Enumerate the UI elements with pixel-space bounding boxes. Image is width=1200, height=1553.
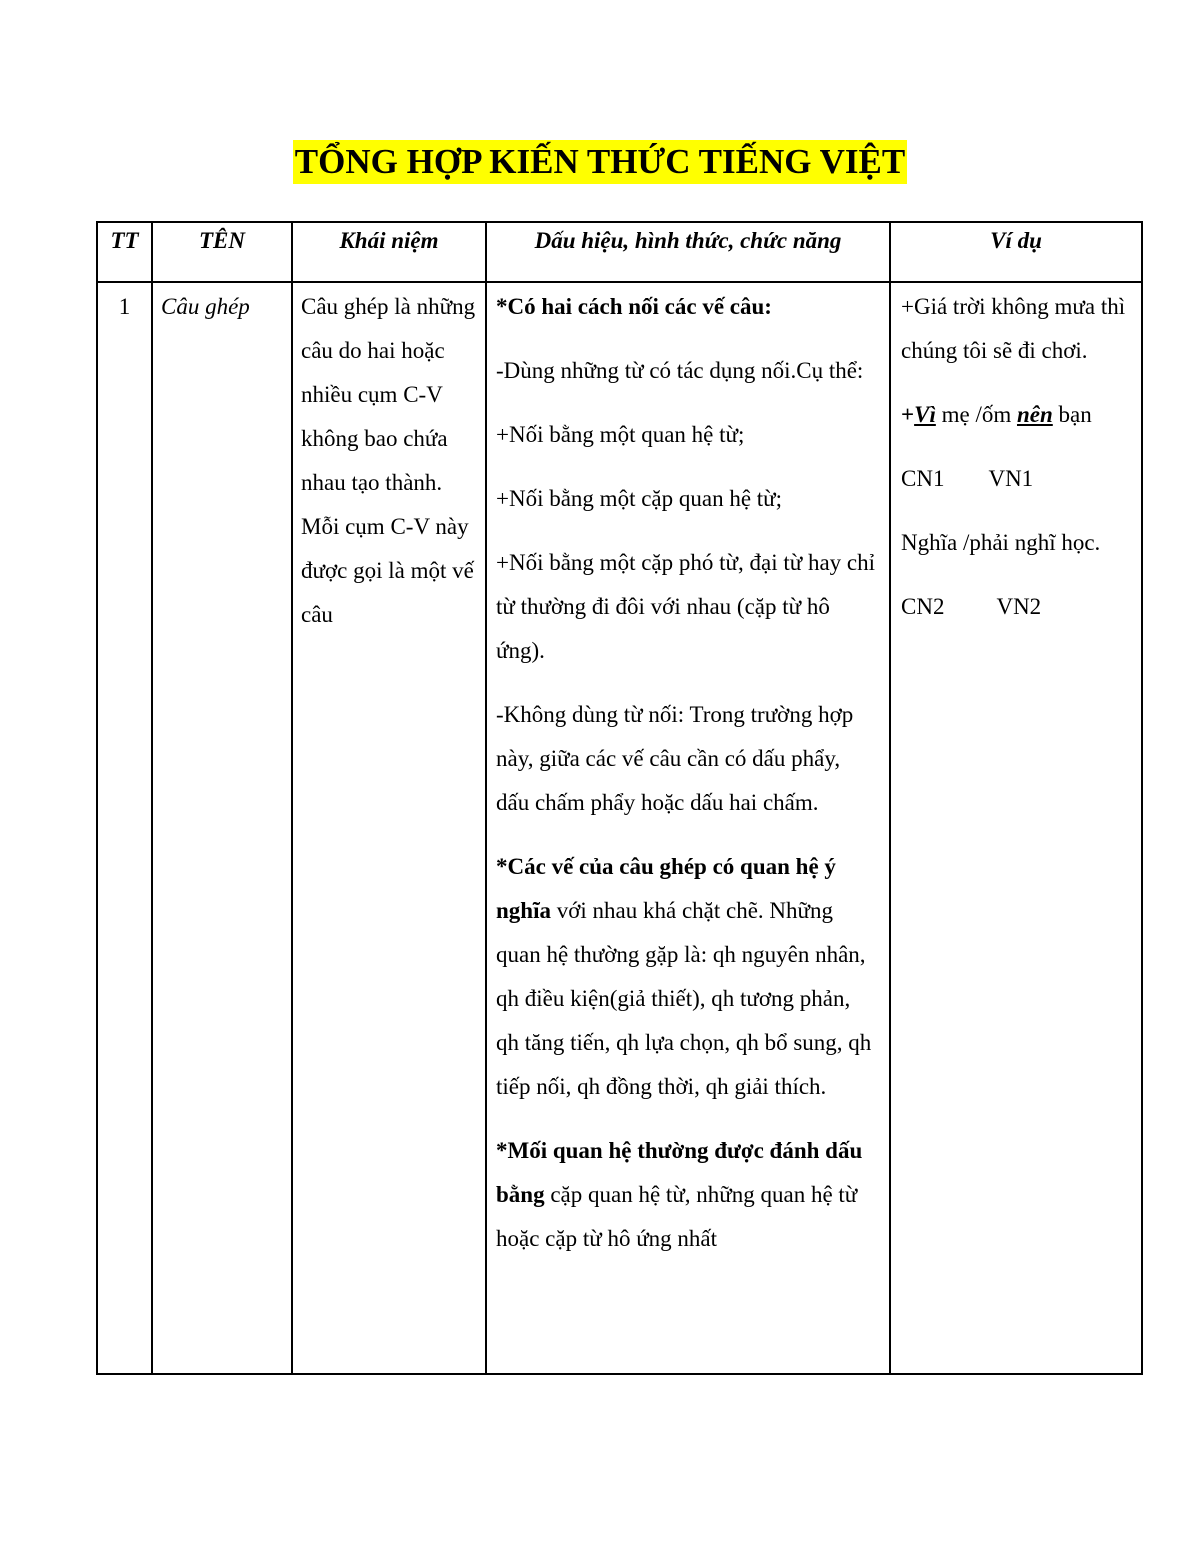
page-title: TỔNG HỢP KIẾN THỨC TIẾNG VIỆT xyxy=(293,140,907,184)
vi-du-p2-a: mẹ /ốm xyxy=(935,402,1017,427)
title-wrap xyxy=(0,140,1200,184)
dau-hieu-p1: *Có hai cách nối các vế câu: xyxy=(496,294,772,319)
dau-hieu-p6: -Không dùng từ nối: Trong trường hợp này, giữa các vế câu cần có dấu phẩy, dấu chấm phẩy hoặc dấu hai chấm. xyxy=(496,702,854,815)
dau-hieu-p7 xyxy=(496,845,877,1109)
dau-hieu-p8-bold: *Mối quan hệ thường được đánh dấu bằng xyxy=(496,1138,863,1207)
dau-hieu-p8-rest: cặp quan hệ từ, những quan hệ từ hoặc cặp từ hô ứng nhất xyxy=(496,1182,858,1251)
vi-du-plus: + xyxy=(901,402,915,427)
dau-hieu-p8 xyxy=(496,1129,877,1261)
cell-dau-hieu xyxy=(486,282,890,1374)
vi-du-vn1: VN1 xyxy=(988,466,1034,491)
vi-du-p2 xyxy=(901,393,1133,437)
vi-du-p2-b: bạn xyxy=(1052,402,1092,427)
dau-hieu-p4: +Nối bằng một cặp quan hệ từ; xyxy=(496,486,783,511)
vi-du-cn2-line xyxy=(901,585,1133,629)
knowledge-table xyxy=(96,221,1143,1375)
vi-du-nen: nên xyxy=(1016,402,1053,427)
dau-hieu-p3: +Nối bằng một quan hệ từ; xyxy=(496,422,745,447)
dau-hieu-p2: -Dùng những từ có tác dụng nối.Cụ thể: xyxy=(496,358,864,383)
dau-hieu-p5: +Nối bằng một cặp phó từ, đại từ hay chỉ từ thường đi đôi với nhau (cặp từ hô ứng). xyxy=(496,550,875,663)
vi-du-cn1: CN1 xyxy=(901,466,945,491)
vi-du-vn2: VN2 xyxy=(996,594,1042,619)
header-dau-hieu: Dấu hiệu, hình thức, chức năng xyxy=(486,222,890,282)
header-ten: TÊN xyxy=(152,222,292,282)
cell-ten: Câu ghép xyxy=(152,282,292,1374)
cell-khai-niem: Câu ghép là những câu do hai hoặc nhiều cụm C-V không bao chứa nhau tạo thành. Mỗi cụm C-V này được gọi là một vế câu xyxy=(292,282,486,1374)
header-khai-niem: Khái niệm xyxy=(292,222,486,282)
header-tt: TT xyxy=(97,222,152,282)
dau-hieu-p7-rest: với nhau khá chặt chẽ. Những quan hệ thường gặp là: qh nguyên nhân, qh điều kiện(giả thiết), qh tương phản, qh tăng tiến, qh lựa chọn, qh bổ sung, qh tiếp nối, qh đồng thời, qh giải thích. xyxy=(496,898,872,1099)
vi-du-cn1-line xyxy=(901,457,1133,501)
dau-hieu-p7-bold: *Các vế của câu ghép có quan hệ ý nghĩa xyxy=(496,854,836,923)
table-header-row xyxy=(97,222,1142,282)
cell-vi-du xyxy=(890,282,1142,1374)
vi-du-vi: Vì xyxy=(914,402,936,427)
cell-tt: 1 xyxy=(97,282,152,1374)
header-vi-du: Ví dụ xyxy=(890,222,1142,282)
vi-du-p3: Nghĩa /phải nghĩ học. xyxy=(901,530,1101,555)
vi-du-cn2: CN2 xyxy=(901,594,945,619)
table-row xyxy=(97,282,1142,1374)
vi-du-p1: +Giá trời không mưa thì chúng tôi sẽ đi chơi. xyxy=(901,294,1126,363)
